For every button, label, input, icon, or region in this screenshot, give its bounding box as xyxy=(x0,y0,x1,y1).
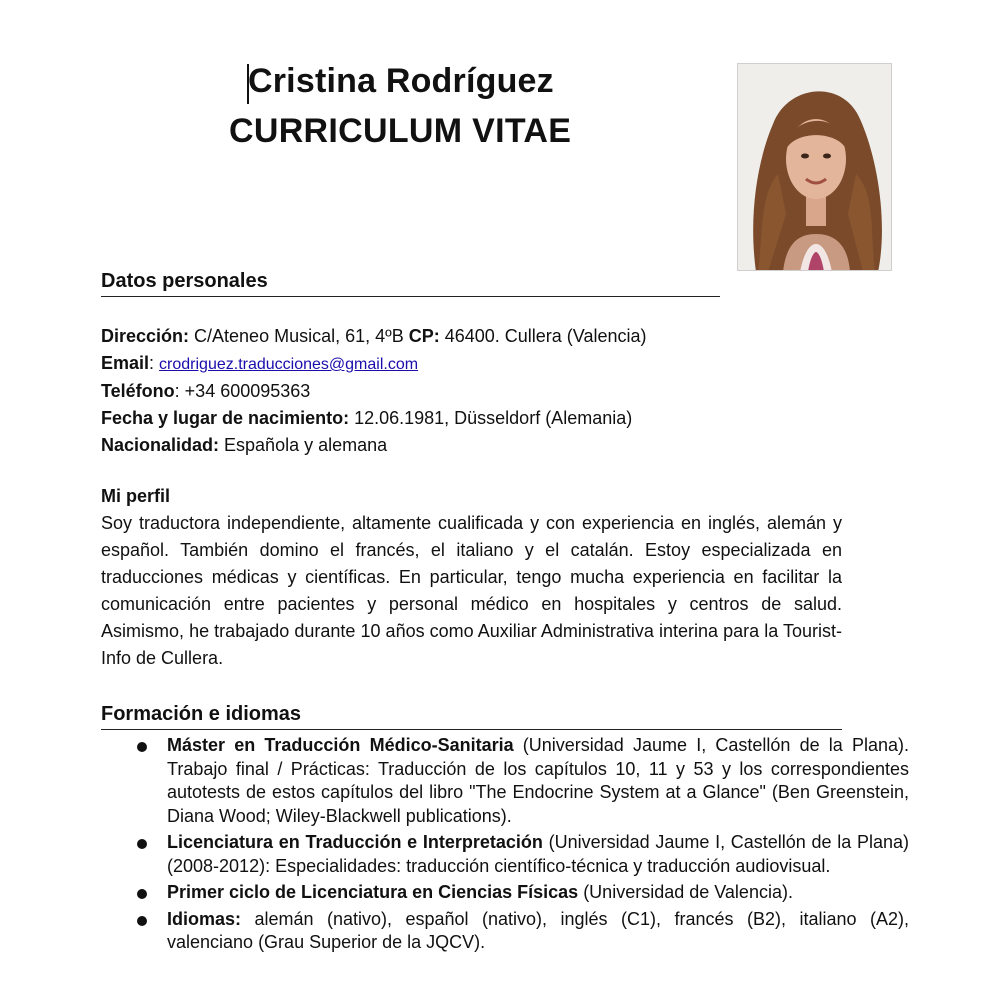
cp-label: CP: xyxy=(408,326,440,346)
profile-heading: Mi perfil xyxy=(101,486,171,506)
personal-data xyxy=(101,323,801,459)
bullet-icon xyxy=(137,916,147,926)
profile-text: Soy traductora independiente, altamente cualificada y con experiencia en inglés, alemán y español. También domino el francés, el italiano y el catalán. Estoy especializada en traducciones médicas y científicas. En particular, tengo mucha experiencia en facilitar la comunicación entre pacientes y personal médico en hospitales y centros de salud. Asimismo, he trabajado durante 10 años como Auxiliar Administrativa interina para la Tourist-Info de Cullera. xyxy=(101,513,842,668)
profile-photo xyxy=(737,63,892,271)
email-row xyxy=(101,350,801,378)
document-title: CURRICULUM VITAE xyxy=(229,112,572,150)
email-link[interactable]: crodriguez.traducciones@gmail.com xyxy=(159,356,419,373)
nationality-value: Española y alemana xyxy=(219,435,388,455)
phone-row xyxy=(101,378,801,405)
person-name: Cristina Rodríguez xyxy=(248,62,554,100)
nationality-row xyxy=(101,432,801,459)
bullet-icon xyxy=(137,839,147,849)
education-title: Idiomas: xyxy=(167,908,242,929)
list-item xyxy=(101,881,909,905)
education-detail: (Universidad Jaume I, Castellón de la Plana). Trabajo final / Prácticas: Traducción de los capítulos 10, 11 y 53 y los correspondientes autotests de estos capítulos del libro "The Endocrine System at a Glance" (Ben Greenstein, Diana Wood; Wiley-Blackwell publications). xyxy=(167,735,909,826)
birth-label: Fecha y lugar de nacimiento: xyxy=(101,408,350,428)
bullet-icon xyxy=(137,742,147,752)
address-row xyxy=(101,323,801,350)
address-value: C/Ateneo Musical, 61, 4ºB xyxy=(189,326,409,346)
education-detail: alemán (nativo), español (nativo), inglés (C1), francés (B2), italiano (A2), valenciano (Grau Superior de la JQCV). xyxy=(167,908,909,952)
education-title: Máster en Traducción Médico-Sanitaria xyxy=(167,735,514,755)
list-item xyxy=(101,831,909,878)
address-label: Dirección: xyxy=(101,326,190,346)
cp-value: 46400. Cullera (Valencia) xyxy=(439,326,647,346)
list-item xyxy=(101,908,909,955)
phone-value: : +34 600095363 xyxy=(174,381,311,401)
email-separator: : xyxy=(149,353,160,373)
nationality-label: Nacionalidad: xyxy=(101,435,220,455)
phone-label: Teléfono xyxy=(101,381,175,401)
list-item xyxy=(101,734,909,828)
email-label: Email xyxy=(101,353,150,373)
birth-row xyxy=(101,405,801,432)
portrait-illustration xyxy=(738,64,892,271)
bullet-icon xyxy=(137,889,147,899)
education-title: Licenciatura en Traducción e Interpretación xyxy=(167,832,543,852)
section-heading-education: Formación e idiomas xyxy=(101,703,842,730)
birth-value: 12.06.1981, Düsseldorf (Alemania) xyxy=(349,408,633,428)
education-title: Primer ciclo de Licenciatura en Ciencias Físicas xyxy=(167,882,579,902)
education-detail: (Universidad de Valencia). xyxy=(578,882,793,902)
education-list xyxy=(101,734,909,958)
education-detail: (Universidad Jaume I, Castellón de la Plana) (2008-2012): Especialidades: traducción científico-técnica y traducción audiovisual. xyxy=(167,832,909,876)
section-heading-personal: Datos personales xyxy=(101,270,720,297)
